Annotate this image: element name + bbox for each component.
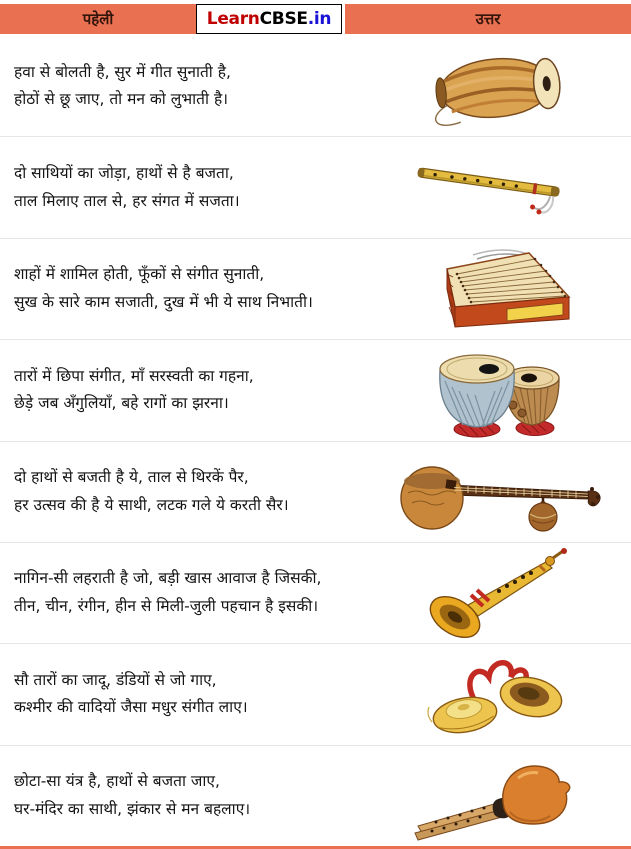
riddle-row-5 (0, 441, 631, 542)
riddle-line: तारों में छिपा संगीत, माँ सरस्वती का गहना, (14, 366, 254, 385)
riddle-text-3 (0, 258, 366, 319)
riddle-line: छोटा-सा यंत्र है, हाथों से बजता जाए, (14, 772, 220, 791)
riddle-row-7 (0, 643, 631, 744)
answer-header-label: उत्तर (475, 10, 501, 28)
answer-column-header (345, 4, 631, 34)
puzzle-column-header (0, 4, 196, 34)
riddle-line: छेड़े जब अँगुलियाँ, बहे रागों का झरना। (14, 394, 229, 413)
santoor-icon (411, 243, 586, 335)
riddle-text-8 (0, 765, 366, 826)
riddle-line: दो साथियों का जोड़ा, हाथों से है बजता, (14, 163, 234, 182)
answer-cell-1 (366, 44, 631, 129)
riddle-text-2 (0, 157, 366, 218)
riddle-line: होठों से छू जाए, तो मन को लुभाती है। (14, 90, 229, 109)
answer-cell-3 (366, 243, 631, 335)
riddle-line: दो हाथों से बजती है ये, ताल से थिरकें पैर, (14, 468, 249, 486)
riddle-row-1 (0, 36, 631, 136)
answer-cell-8 (366, 750, 631, 842)
riddle-line: नागिन-सी लहराती है जो, बड़ी खास आवाज है जिसकी, (14, 569, 322, 588)
riddle-text-1 (0, 56, 366, 117)
riddle-line: हर उत्सव की है ये साथी, लटक गले ये करती सैर। (14, 495, 289, 514)
riddle-line: तीन, चीन, रंगीन, हीन से मिली-जुली पहचान है इसकी। (14, 597, 319, 616)
dholak-drum-icon (424, 44, 574, 129)
riddle-line: सौ तारों का जादू, डंडियों से जो गाए, (14, 670, 217, 689)
riddle-text-6 (0, 562, 366, 623)
riddle-line: ताल मिलाए ताल से, हर संगत में सजता। (14, 191, 240, 210)
header-bar (0, 4, 631, 34)
bansuri-flute-icon (401, 157, 596, 219)
answer-cell-7 (366, 647, 631, 742)
riddle-text-5 (0, 461, 366, 522)
riddle-line: घर-मंदिर का साथी, झंकार से मन बहलाए। (14, 799, 251, 818)
riddle-row-6 (0, 542, 631, 643)
riddle-line: कश्मीर की वादियों जैसा मधुर संगीत लाए। (14, 698, 248, 717)
learncbse-logo (196, 4, 342, 34)
veena-icon (394, 451, 604, 533)
answer-cell-5 (366, 451, 631, 533)
riddle-line: सुख के सारे काम सजाती, दुख में भी ये साथ निभाती। (14, 292, 313, 311)
logo-dot-in: .in (307, 9, 332, 29)
riddle-line: शाहों में शामिल होती, फूँकों से संगीत सुनाती, (14, 265, 265, 284)
riddle-row-8 (0, 745, 631, 846)
answer-cell-2 (366, 157, 631, 219)
riddle-text-4 (0, 360, 366, 421)
shehnai-icon (411, 547, 586, 639)
pungi-been-icon (406, 750, 591, 842)
manjira-cymbals-icon (419, 647, 579, 742)
logo-learn: Learn (206, 9, 260, 29)
answer-cell-6 (366, 547, 631, 639)
logo-cbse: CBSE (259, 9, 308, 29)
answer-cell-4 (366, 341, 631, 439)
riddle-text-7 (0, 664, 366, 725)
riddle-list (0, 36, 631, 846)
riddle-row-4 (0, 339, 631, 440)
riddle-row-3 (0, 238, 631, 339)
riddle-row-2 (0, 136, 631, 237)
riddle-line: हवा से बोलती है, सुर में गीत सुनाती है, (14, 62, 231, 81)
puzzle-header-label: पहेली (82, 10, 114, 28)
tabla-pair-icon (425, 341, 573, 439)
